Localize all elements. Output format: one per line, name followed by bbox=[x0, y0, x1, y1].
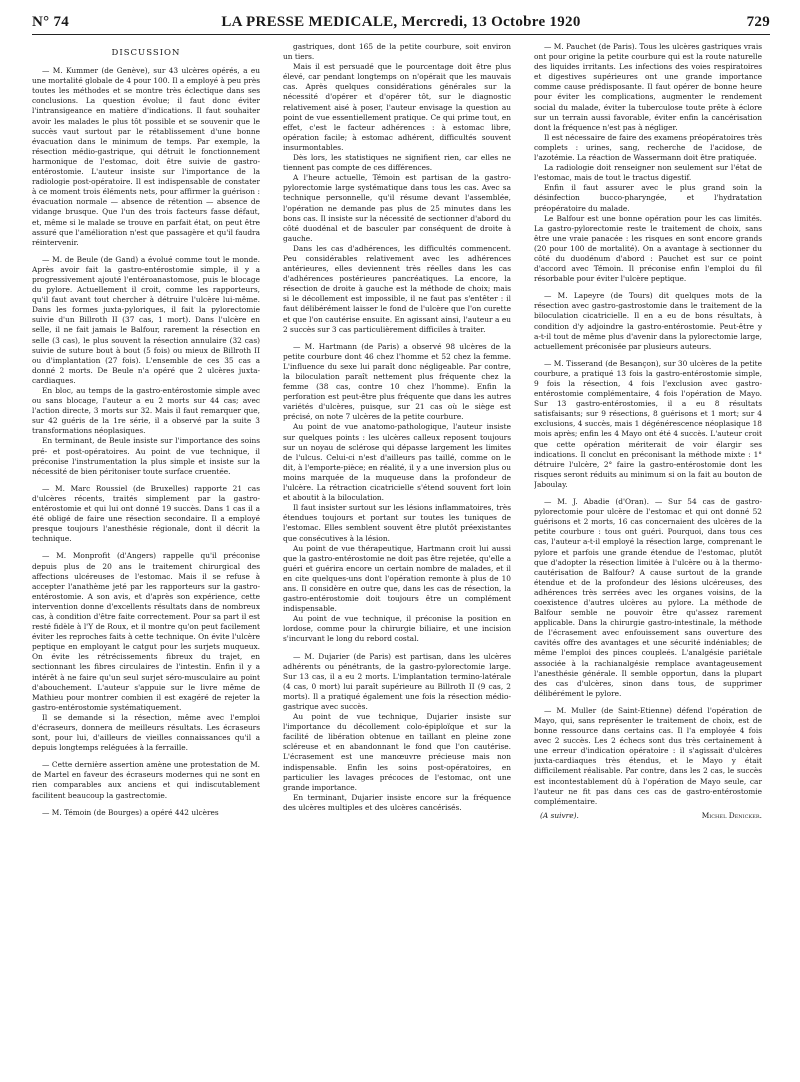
paragraph: La radiologie doit renseigner non seulement sur l'état de l'estomac, mais de tout le tractus digestif. bbox=[534, 163, 762, 183]
paragraph: Il se demande si la résection, même avec l'emploi d'écraseurs, donnera de meilleurs résultats. Les écraseurs sont, pour lui, d'ailleurs de vieilles connaissances qu'il a depuis longtemps reléguées à la ferraille. bbox=[32, 712, 260, 753]
paragraph: — M. Hartmann (de Paris) a observé 98 ulcères de la petite courbure dont 46 chez l'homme et 52 chez la femme. L'influence du sexe lui paraît donc négligeable. Par contre, la biloculation paraît nettement plus fréquente chez la femme (38 cas, contre 10 chez l'homme). Enfin la perforation est peut-être plus fréquente que dans les autres variétés d'ulcères, puisque, sur 21 cas où le siège est précisé, on note 7 ulcères de la petite courbure. bbox=[283, 341, 511, 422]
paragraph: — M. Monprofit (d'Angers) rappelle qu'il préconise depuis plus de 20 ans le traitement chirurgical des affections ulcéreuses de l'estomac. Mais il se refuse à accepter l'anathème jeté par les rapporteurs sur la gastro-entérostomie. A son avis, et d'après son expérience, cette intervention donne d'excellents résultats dans de nombreux cas, à condition d'être faite correctement. Pour sa part il est resté fidèle à l'Y de Roux, et il montre qu'on peut facilement éviter les reproches faits à cette technique. On évite l'ulcère peptique en employant le catgut pour les surjets muqueux. On évite les rétrécissements fibreux du trajet, en sectionnant les fibres circulaires de l'intestin. Enfin il y a intérêt à ne faire qu'un seul surjet séro-musculaire au point d'abouchement. L'auteur s'appuie sur le livre même de Mathieu pour montrer combien il est exagéré de rejeter la gastro-entérostomie systématiquement. bbox=[32, 551, 260, 712]
paragraph: — Cette dernière assertion amène une protestation de M. de Martel en faveur des écraseurs modernes qui ne sont en rien comparables aux anciens et qui indiscutablement facilitent beaucoup la gastrectomie. bbox=[32, 760, 260, 800]
paragraph: Au point de vue thérapeutique, Hartmann croit lui aussi que la gastro-entérostomie ne doit pas être rejetée, qu'elle a guéri et guérira encore un certain nombre de malades, et il en cite quelques-uns dont l'opération remonte à plus de 10 ans. Il considère en outre que, dans les cas de résection, la gastro-entérostomie doit toujours être un complément indispensable. bbox=[283, 543, 511, 614]
paragraph: — M. Pauchet (de Paris). Tous les ulcères gastriques vrais ont pour origine la petite courbure qui est la route naturelle des liquides irritants. Les infections des voies respiratoires et digestives supérieures ont une grande importance comme cause prédisposante. Il faut opérer de bonne heure pour éviter les complications, augmenter le rendement social du malade, éviter la tuberculose toute prête à éclore sur un terrain aussi favorable, éviter enfin la cancérisation dont la fréquence n'est pas à négliger. bbox=[534, 42, 762, 132]
paragraph: En terminant, Dujarier insiste encore sur la fréquence des ulcères multiples et des ulcères cancérisés. bbox=[283, 792, 511, 812]
paragraph: Dès lors, les statistiques ne signifient rien, car elles ne tiennent pas compte de ces différences. bbox=[283, 153, 511, 173]
paragraph: — M. Lapeyre (de Tours) dit quelques mots de la résection avec gastro-gastrostomie dans le traitement de la biloculation cicatricielle. Il en a eu de bons résultats, à condition d'y adjoindre la gastro-entérostomie. Peut-être y a-t-il tout de même plus d'avenir dans la pylorectomie large, actuellement préconisée par plusieurs auteurs. bbox=[534, 291, 762, 351]
paragraph: — M. Témoin (de Bourges) a opéré 442 ulcères bbox=[42, 807, 219, 817]
paragraph: Il est nécessaire de faire des examens préopératoires très complets : urines, sang, recherche de l'acidose, de l'azotémie. La réaction de Wassermann doit être pratiquée. bbox=[534, 132, 762, 163]
signature bbox=[534, 811, 762, 821]
paragraph: — M. Tisserand (de Besançon), sur 30 ulcères de la petite courbure, a pratiqué 13 fois la gastro-entérostomie simple, 9 fois la résection, 4 fois l'exclusion avec gastro-entérostomie complémentaire, 4 fois l'opération de Mayo. Sur 13 gastro-entérostomies, il a eu 8 résultats satisfaisants; sur 9 résections, 8 guérisons et 1 mort; sur 4 exclusions, 4 succès, mais 1 dégénérescence néoplasique 18 mois après; enfin les 4 Mayo ont été 4 succès. L'auteur croit que cette opération mériterait de voir élargir ses indications. Il conclut en préconisant la méthode mixte : 1° détruire l'ulcère, 2° faire la gastro-entérostomie dont les risques seront réduits au minimum si on la fait au bouton de Jaboulay. bbox=[534, 358, 762, 489]
paragraph: Il faut insister surtout sur les lésions inflammatoires, très étendues toujours et portant sur toutes les tuniques de l'estomac. Elles semblent souvent être plutôt préexistantes que consécutives à la lésion. bbox=[283, 503, 511, 543]
paragraph: En bloc, au temps de la gastro-entérostomie simple avec ou sans blocage, l'auteur a eu 2 morts sur 44 cas; avec l'action directe, 3 morts sur 32. Mais il faut remarquer que, sur 42 guéris de la 1re série, il a observé par la suite 3 transformations néoplasiques. bbox=[32, 386, 260, 436]
paragraph: Au point de vue technique, il préconise la position en lordose, comme pour la chirurgie biliaire, et une incision s'incurvant le long du rebord costal. bbox=[283, 614, 511, 644]
column-2-body bbox=[283, 42, 511, 813]
header-rule bbox=[32, 34, 770, 35]
paragraph: A l'heure actuelle, Témoin est partisan de la gastro-pylorectomie large systématique dans tous les cas. Avec sa technique personnelle, qu'il résume devant l'assemblée, l'opération ne demande pas plus de 25 minutes dans les bons cas. Il insiste sur la nécessité de sectionner d'abord du côté duodénal et de basculer par conséquent de droite à gauche. bbox=[283, 173, 511, 243]
paragraph: — M. de Beule (de Gand) a évolué comme tout le monde. Après avoir fait la gastro-entérostomie simple, il y a progressivement ajouté l'entéroanastomose, puis le blocage du pylore. Actuellement il croit, comme les rapporteurs, qu'il faut avant tout chercher à détruire l'ulcère lui-même. Dans les formes juxta-pyloriques, il fait la pylorectomie suivie d'un Billroth II (37 cas, 1 mort). Dans l'ulcère en selle, il ne fait jamais le Balfour, rarement la résection en selle (3 cas), le plus souvent la résection annulaire (32 cas) suivie de suture bout à bout (5 fois) ou mieux de Billroth II ou d'implantation (27 fois). L'ensemble de ces 35 cas a donné 2 morts. De Beule n'a opéré que 2 ulcères juxta-cardiaques. bbox=[32, 254, 260, 385]
paragraph: Au point de vue technique, Dujarier insiste sur l'importance du décollement colo-épiploïque et sur la facilité de libération obtenue en taillant en pleine zone scléreuse et en abandonnant le fond que l'on cautérise. L'écrasement est une manœuvre précieuse mais non indispensable. Enfin les soins post-opératoires, en particulier les lavages précoces de l'estomac, ont une grande importance. bbox=[283, 712, 511, 792]
to-follow-note: (A suivre). bbox=[540, 810, 579, 820]
journal-title: LA PRESSE MEDICALE, Mercredi, 13 Octobre 1920 bbox=[221, 14, 581, 30]
page-number: 729 bbox=[746, 14, 770, 30]
paragraph: — M. Marc Roussiel (de Bruxelles) rapporte 21 cas d'ulcères récents, traités simplement par la gastro-entérostomie et qui lui ont donné 19 succès. Dans 1 cas il a été obligé de faire une résection secondaire. Il a employé presque toujours l'anesthésie régionale, dont il décrit la technique. bbox=[32, 483, 260, 544]
column-1 bbox=[32, 42, 260, 1052]
column-2 bbox=[283, 42, 511, 1052]
column-3 bbox=[534, 42, 762, 1052]
column-1-body bbox=[32, 66, 260, 818]
paragraph: gastriques, dont 165 de la petite courbure, soit environ un tiers. bbox=[283, 42, 511, 62]
paragraph: En terminant, de Beule insiste sur l'importance des soins pré- et post-opératoires. Au point de vue technique, il préconise l'instrumentation la plus simple et insiste sur la nécessité de bien péritoniser toute surface cruentée. bbox=[32, 436, 260, 476]
paragraph: Mais il est persuadé que le pourcentage doit être plus élevé, car pendant longtemps on n'opérait que les mauvais cas. Après quelques considérations générales sur la nécessité d'opérer et d'opérer tôt, sur le diagnostic relativement aisé à poser, l'auteur envisage la question au point de vue essentiellement pratique. Ce qui prime tout, en effet, c'est le facteur adhérences : à estomac libre, opération facile; à estomac adhérent, difficultés souvent insurmontables. bbox=[283, 62, 511, 152]
paragraph: — M. J. Abadie (d'Oran). — Sur 54 cas de gastro-pylorectomie pour ulcère de l'estomac et qui ont donné 52 guérisons et 2 morts, 16 cas concernaient des ulcères de la petite courbure : tous ont guéri. Pourquoi, dans tous ces cas, l'auteur a-t-il employé la résection large, comprenant le pylore et parfois une grande étendue de l'estomac, plutôt que d'adopter la résection limitée à l'ulcère ou à la thermo-cautérisation de Balfour? A cause surtout de la grande étendue et de la profondeur des lésions ulcéreuses, des adhérences très serrées avec les organes voisins, de la coexistence d'autres ulcères au pylore. La méthode de Balfour semble ne pouvoir être qu'assez rarement applicable. Dans la chirurgie gastro-intestinale, la méthode de l'écrasement avec enfouissement sans ouverture des cavités offre des avantages et une sécurité indéniables; de même l'emploi des pinces coupleés. L'analgésie pariétale associée à la rachianalgésie remplace avantageusement l'anesthésie générale. Il semble opportun, dans la plupart des cas d'ulcères, sinon dans tous, de supprimer délibérément le pylore. bbox=[534, 497, 762, 698]
paragraph: — M. Muller (de Saint-Etienne) défend l'opération de Mayo, qui, sans représenter le traitement de choix, est de bonne ressource dans certains cas. Il l'a employée 4 fois avec 2 succès. Les 2 échecs sont dus très certainement à une erreur d'indication opératoire : il s'agissait d'ulcères juxta-cardiaques très étendus, et le Mayo y était difficilement réalisable. Par contre, dans les 2 cas, le succès est incontestablement dû à l'opération de Mayo seule, car l'auteur ne fit pas dans ces cas de gastro-entérostomie complémentaire. bbox=[534, 705, 762, 806]
paragraph: Enfin il faut assurer avec le plus grand soin la désinfection bucco-pharyngée, et l'hydratation préopératoire du malade. bbox=[534, 183, 762, 213]
section-title: DISCUSSION bbox=[111, 48, 181, 58]
paragraph: Au point de vue anatomo-pathologique, l'auteur insiste sur quelques points : les ulcères calleux reposent toujours sur un noyau de sclérose qui dépasse largement les limites de l'ulcus. Celui-ci n'est d'ailleurs pas taillé, comme on le dit, à l'emporte-pièce; en réalité, il y a une inversion plus ou moins marquée de la muqueuse dans la profondeur de l'ulcère. La rétraction cicatricielle s'étend souvent fort loin et aboutit à la biloculation. bbox=[283, 422, 511, 503]
paragraph: — M. Kummer (de Genève), sur 43 ulcères opérés, a eu une mortalité globale de 4 pour 100. Il a employé à peu près toutes les méthodes et se montre très éclectique dans ses conclusions. La question évolue; il faut donc éviter l'intransigeance en matière d'indications. Il faut souhaiter avoir les malades le plus tôt possible et se souvenir que le succès vaut surtout par le rétablissement d'une bonne évacuation dans le minimum de temps. Par exemple, la résection médio-gastrique, qui détruit le fonctionnement harmonique de l'estomac, doit être suivie de gastro-entérostomie. L'auteur insiste sur l'importance de la radiologie post-opératoire. Il est indispensable de constater à ce moment trois éléments nets, pour affirmer la guérison : évacuation normale — absence de rétention — absence de vidange brusque. Que l'un des trois facteurs fasse défaut, et, même si le malade se trouve en parfait état, on peut être assuré que l'amélioration n'est que passagère et qu'il faudra réintervenir. bbox=[32, 66, 260, 247]
column-3-body bbox=[534, 42, 762, 807]
paragraph: Dans les cas d'adhérences, les difficultés commencent. Peu considérables relativement avec les adhérences antérieures, elles deviennent très réelles dans les cas d'adhérences postérieures pancréatiques. La encore, la résection de droite à gauche est la méthode de choix; mais si le décollement est impossible, il ne faut pas s'entêter : il faut délibérément laisser le fond de l'ulcère que l'on curette et que l'on cautérise ensuite. En agissant ainsi, l'auteur a eu 2 succès sur 3 cas particulièrement difficiles à traiter. bbox=[283, 243, 511, 334]
author-signature: Michel Denicker. bbox=[701, 810, 762, 820]
paragraph: — M. Dujarier (de Paris) est partisan, dans les ulcères adhérents ou pénétrants, de la gastro-pylorectomie large. Sur 13 cas, il a eu 2 morts. L'implantation termino-latérale (4 cas, 0 mort) lui paraît supérieure au Billroth II (9 cas, 2 morts). Il a pratiqué également une fois la résection médio-gastrique avec succès. bbox=[283, 651, 511, 711]
issue-number: N° 74 bbox=[32, 14, 70, 30]
paragraph: Le Balfour est une bonne opération pour les cas limités. La gastro-pylorectomie reste le traitement de choix, sans être une vraie panacée : les risques en sont encore grands (20 pour 100 de mortalité). On a avantage à sectionner du côté du duodénum d'abord : Pauchet est sur ce point d'accord avec Témoin. Il préconise enfin l'emploi du fil résorbable pour éviter l'ulcère peptique. bbox=[534, 213, 762, 284]
